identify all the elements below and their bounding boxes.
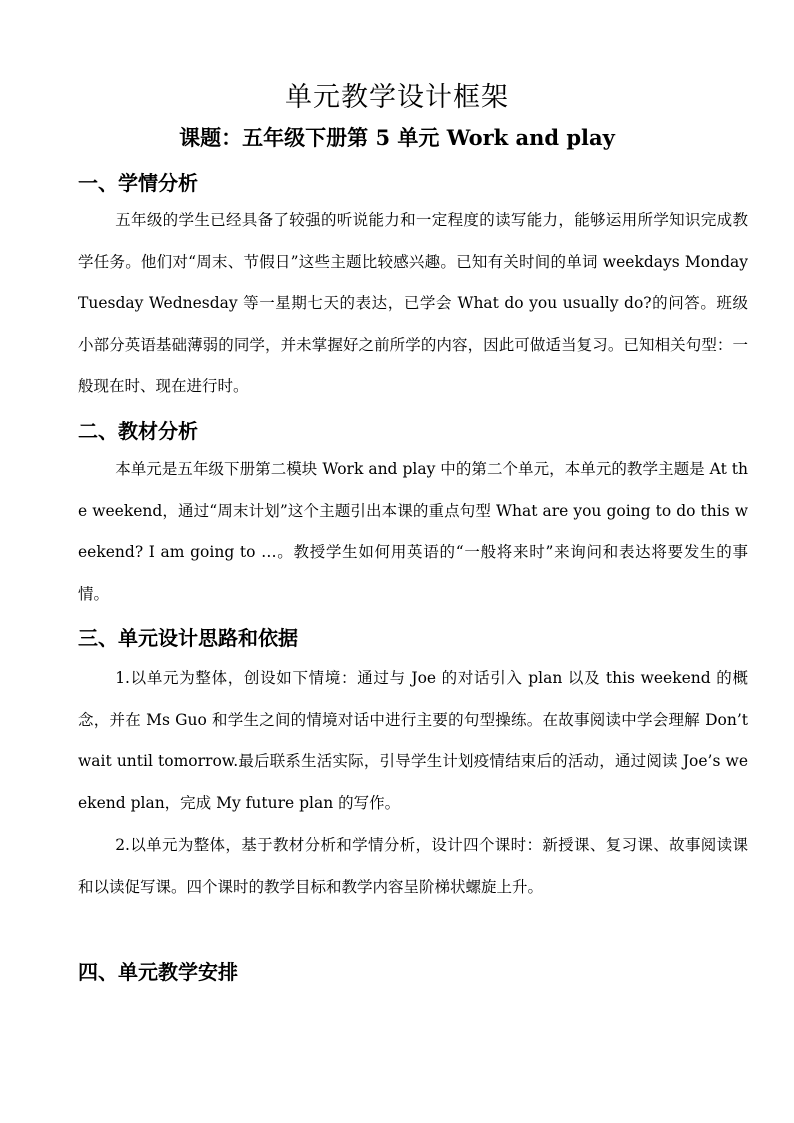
paragraph-textbook-analysis: 本单元是五年级下册第二模块 Work and play 中的第二个单元，本单元的教学主题是 At the weekend，通过“周末计划”这个主题引出本课的重点句型 What are you going to do this weekend? I am going to …。教授学生如何用英语的“一般将来时”来询问和表达将要发生的事情。 <box>78 460 748 603</box>
page-subtitle: 课题：五年级下册第 5 单元 Work and play <box>179 125 615 150</box>
paragraph-design-rationale-2: 2.以单元为整体，基于教材分析和学情分析，设计四个课时：新授课、复习课、故事阅读课和以读促写课。四个课时的教学目标和教学内容呈阶梯状螺旋上升。 <box>78 836 748 896</box>
section-heading-learner-analysis: 一、学情分析 <box>78 171 198 195</box>
section-heading-design-rationale: 三、单元设计思路和依据 <box>78 626 298 650</box>
page-title: 单元教学设计框架 <box>285 82 509 113</box>
paragraph-learner-analysis: 五年级的学生已经具备了较强的听说能力和一定程度的读写能力，能够运用所学知识完成教学任务。他们对“周末、节假日”这些主题比较感兴趣。已知有关时间的单词 weekdays Monday Tuesday Wednesday 等一星期七天的表达，已学会 What do you usually do?的问答。班级小部分英语基础薄弱的同学，并未掌握好之前所学的内容，因此可做适当复习。已知相关句型：一般现在时、现在进行时。 <box>78 211 748 395</box>
section-heading-unit-schedule: 四、单元教学安排 <box>78 960 238 984</box>
section-heading-textbook-analysis: 二、教材分析 <box>78 419 198 443</box>
paragraph-design-rationale-1: 1.以单元为整体，创设如下情境：通过与 Joe 的对话引入 plan 以及 this weekend 的概念，并在 Ms Guo 和学生之间的情境对话中进行主要的句型操练。在故事阅读中学会理解 Don’t wait until tomorrow.最后联系生活实际，引导学生计划疫情结束后的活动，通过阅读 Joe’s weekend plan，完成 My future plan 的写作。 <box>78 669 748 812</box>
